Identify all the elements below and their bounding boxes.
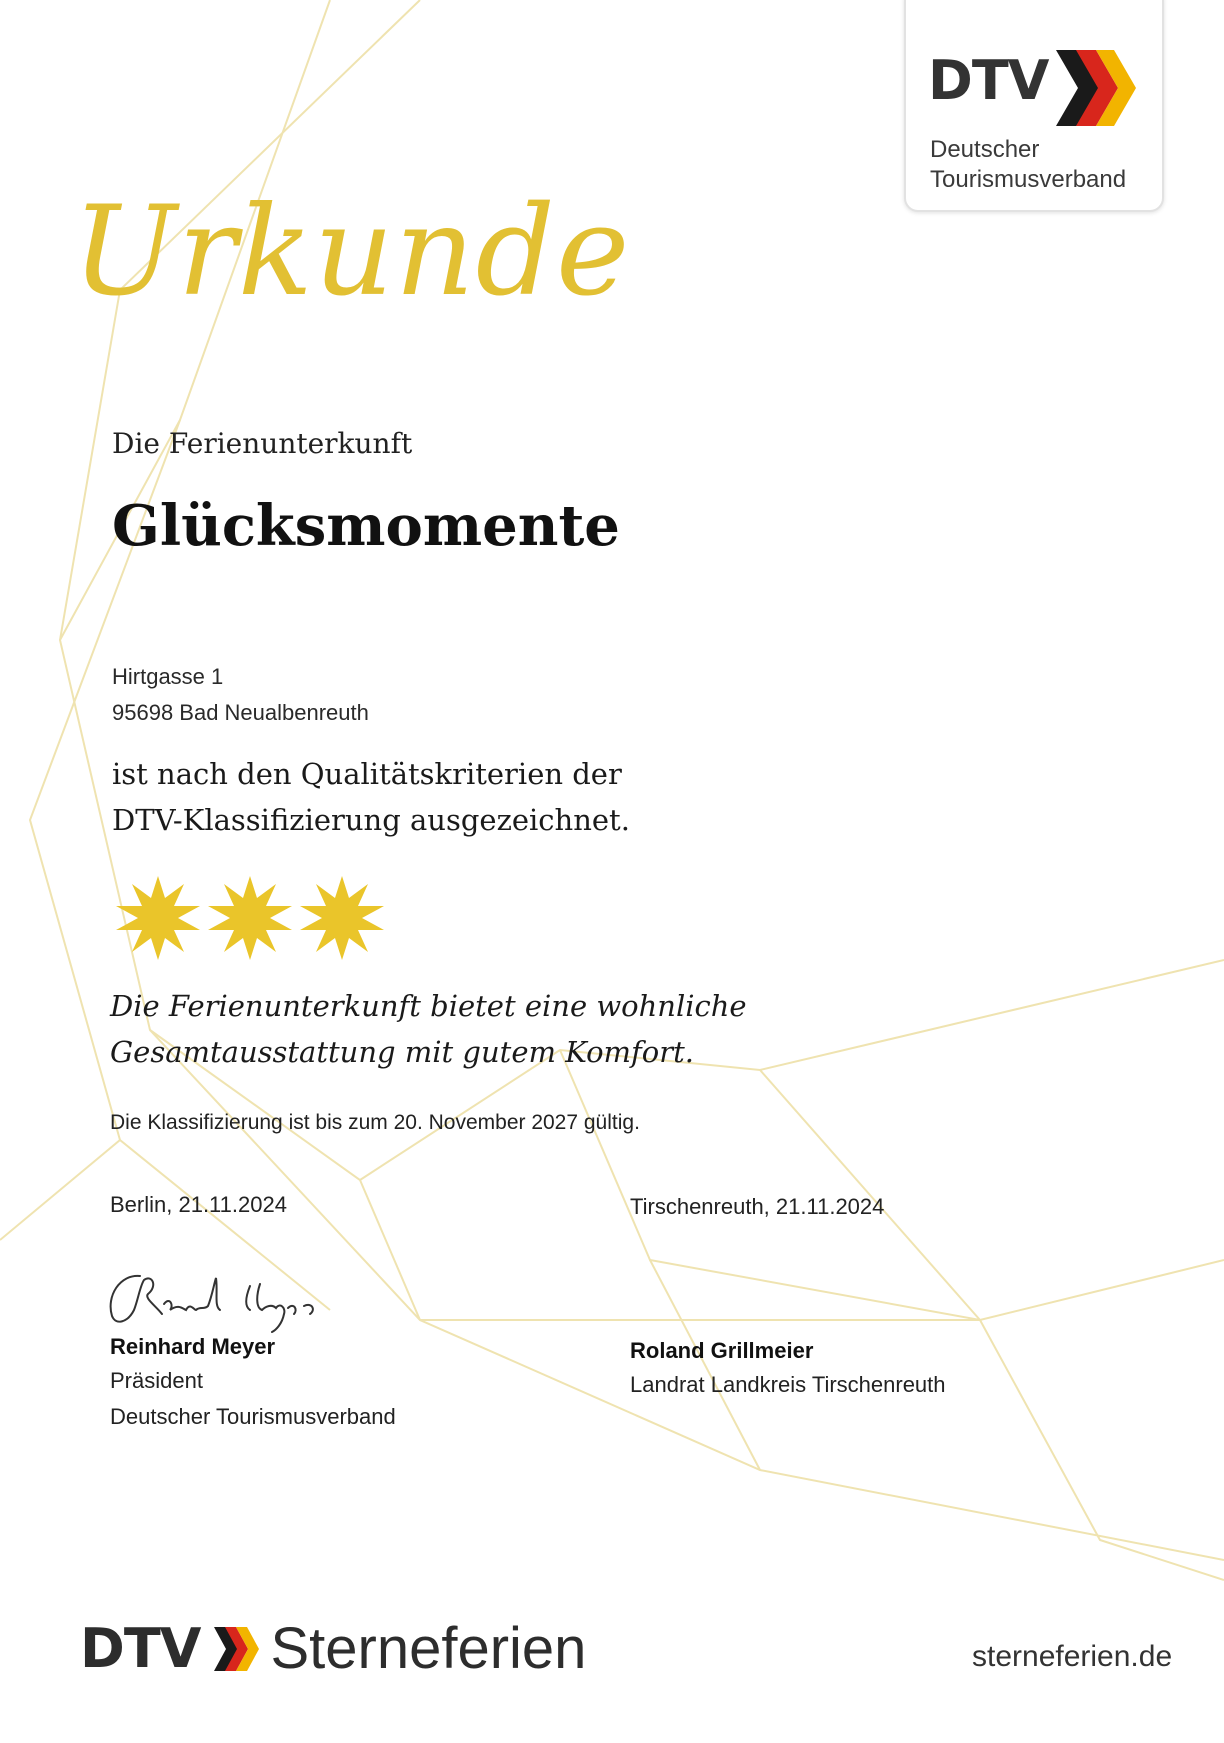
badge-chevron-icon xyxy=(1054,48,1140,128)
description-line-2: Gesamtausstattung mit gutem Komfort. xyxy=(110,1035,694,1069)
star-icon xyxy=(296,872,388,964)
left-signatory-name: Reinhard Meyer xyxy=(110,1334,276,1359)
validity-text: Die Klassifizierung ist bis zum 20. November 2027 gültig. xyxy=(110,1111,640,1134)
dtv-badge xyxy=(904,0,1164,212)
star-icon xyxy=(204,872,296,964)
badge-org-line2: Tourismusverband xyxy=(930,166,1127,193)
certificate-title: Urkunde xyxy=(72,180,631,324)
footer-logo-brand: Sterneferien xyxy=(270,1616,587,1681)
sterneferien-logo xyxy=(80,1616,587,1681)
address-street: Hirtgasse 1 xyxy=(112,664,224,689)
star-rating xyxy=(112,872,388,964)
star-icon xyxy=(112,872,204,964)
statement-line-1: ist nach den Qualitätskriterien der xyxy=(112,757,622,791)
footer-chevron-icon xyxy=(212,1625,262,1673)
left-place-date: Berlin, 21.11.2024 xyxy=(110,1192,287,1217)
left-signatory-org: Deutscher Tourismusverband xyxy=(110,1404,396,1429)
description-line-1: Die Ferienunterkunft bietet eine wohnliche xyxy=(110,989,747,1023)
footer-url: sterneferien.de xyxy=(972,1640,1173,1673)
intro-text: Die Ferienunterkunft xyxy=(112,427,413,460)
right-signatory-role: Landrat Landkreis Tirschenreuth xyxy=(630,1372,946,1397)
left-signatory-role: Präsident xyxy=(110,1368,203,1393)
property-name: Glücksmomente xyxy=(112,493,620,559)
footer-logo-dtv: DTV xyxy=(80,1617,201,1680)
statement-line-2: DTV-Klassifizierung ausgezeichnet. xyxy=(112,803,630,837)
signature-image xyxy=(100,1266,360,1336)
address-city: 95698 Bad Neualbenreuth xyxy=(112,700,369,725)
right-place-date: Tirschenreuth, 21.11.2024 xyxy=(630,1194,885,1219)
badge-logo-text: DTV xyxy=(928,49,1049,112)
right-signatory-name: Roland Grillmeier xyxy=(630,1338,814,1363)
badge-org-line1: Deutscher xyxy=(930,136,1040,163)
